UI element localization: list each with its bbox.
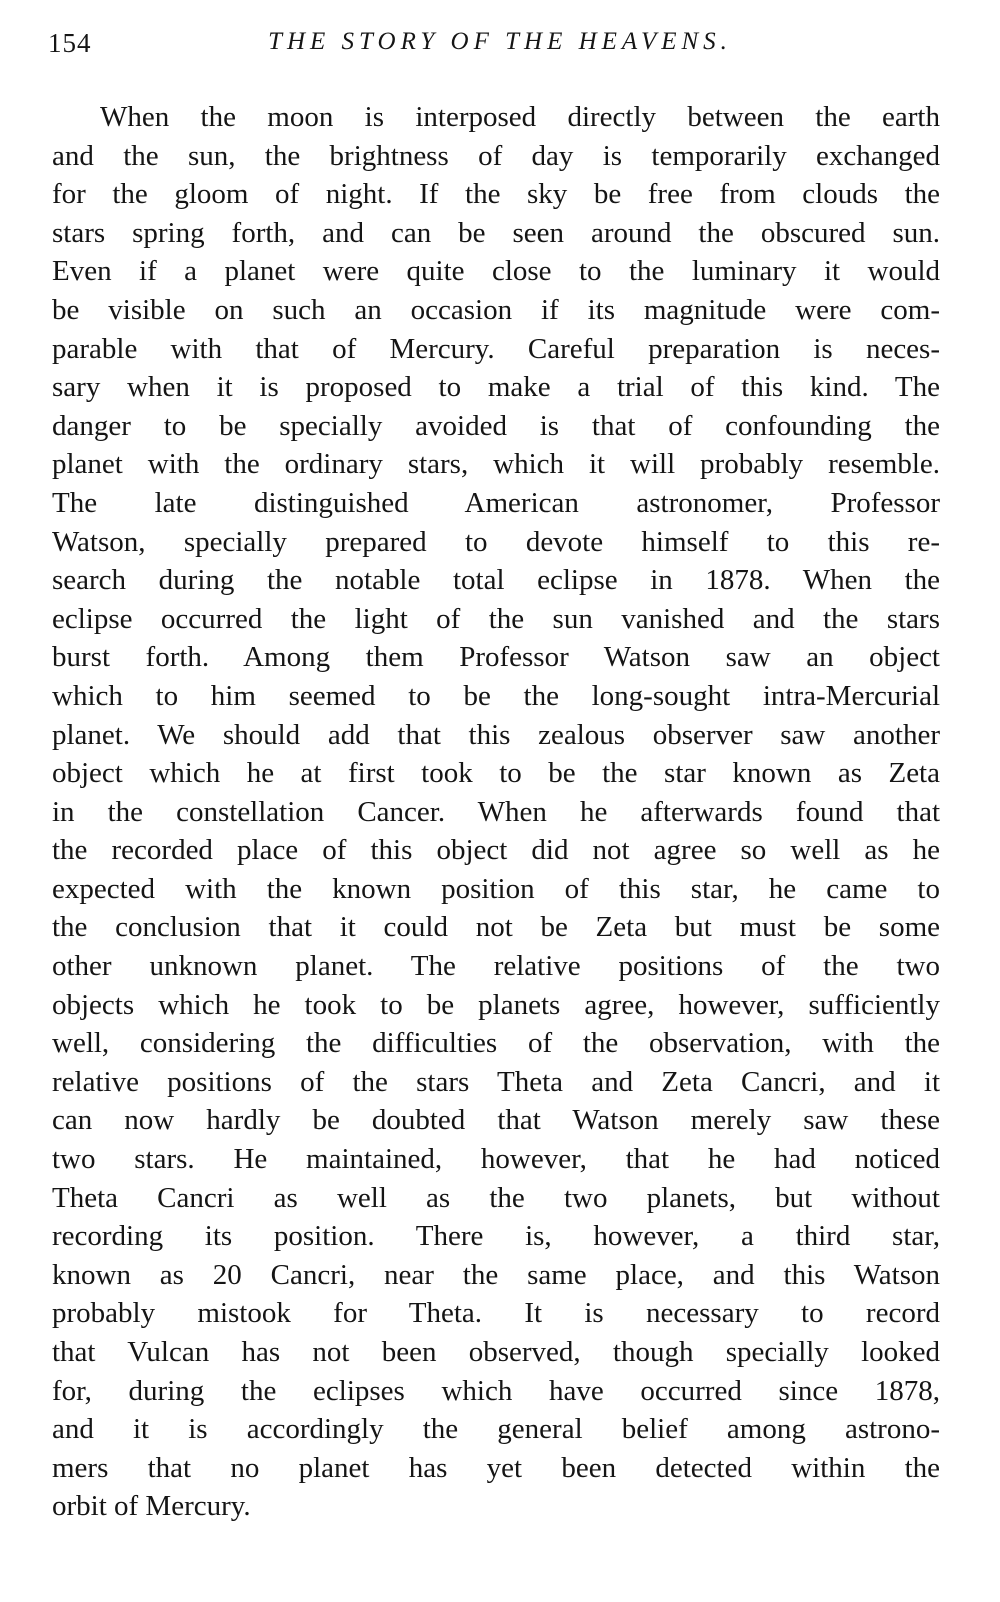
text-line: planet. We should add that this zealous observer saw another	[52, 718, 940, 751]
page-number: 154	[48, 28, 92, 58]
text-line: probably mistook for Theta. It is necessary to record	[52, 1297, 940, 1330]
body-paragraph	[52, 98, 940, 1526]
text-line: mers that no planet has yet been detected within the	[52, 1451, 940, 1484]
text-line: parable with that of Mercury. Careful preparation is neces-	[52, 332, 940, 365]
text-line: and it is accordingly the general belief among astrono-	[52, 1413, 940, 1446]
text-line: Theta Cancri as well as the two planets, but without	[52, 1181, 940, 1214]
text-line: recording its position. There is, however, a third star,	[52, 1220, 940, 1253]
text-line: the conclusion that it could not be Zeta but must be some	[52, 911, 940, 944]
text-line: stars spring forth, and can be seen around the obscured sun.	[52, 216, 940, 249]
text-line: can now hardly be doubted that Watson merely saw these	[52, 1104, 940, 1137]
text-line: When the moon is interposed directly between the earth	[100, 101, 940, 133]
text-line: be visible on such an occasion if its magnitude were com-	[52, 293, 940, 326]
text-line: other unknown planet. The relative positions of the two	[52, 950, 940, 983]
text-line: relative positions of the stars Theta and Zeta Cancri, and it	[52, 1065, 940, 1098]
text-line: search during the notable total eclipse in 1878. When the	[52, 564, 940, 597]
text-line: The late distinguished American astronomer, Professor	[52, 486, 940, 519]
text-line: sary when it is proposed to make a trial of this kind. The	[52, 371, 940, 404]
text-line: two stars. He maintained, however, that he had noticed	[52, 1143, 940, 1176]
text-line: and the sun, the brightness of day is temporarily exchanged	[52, 139, 940, 172]
text-line: planet with the ordinary stars, which it will probably resemble.	[52, 448, 940, 481]
text-line: objects which he took to be planets agree, however, sufficiently	[52, 988, 940, 1021]
text-line: Even if a planet were quite close to the luminary it would	[52, 255, 940, 288]
text-line: for the gloom of night. If the sky be free from clouds the	[52, 178, 940, 211]
running-title: THE STORY OF THE HEAVENS.	[268, 28, 732, 55]
text-line: known as 20 Cancri, near the same place, and this Watson	[52, 1258, 940, 1291]
text-line: well, considering the difficulties of the observation, with the	[52, 1027, 940, 1060]
text-line: in the constellation Cancer. When he afterwards found that	[52, 795, 940, 828]
text-line: the recorded place of this object did not agree so well as he	[52, 834, 940, 867]
text-line: Watson, specially prepared to devote himself to this re-	[52, 525, 940, 558]
running-head	[48, 28, 952, 68]
text-line: eclipse occurred the light of the sun vanished and the stars	[52, 602, 940, 635]
text-line: danger to be specially avoided is that of confounding the	[52, 409, 940, 442]
text-line: object which he at first took to be the star known as Zeta	[52, 757, 940, 790]
text-line: burst forth. Among them Professor Watson saw an object	[52, 641, 940, 674]
text-line: that Vulcan has not been observed, though specially looked	[52, 1336, 940, 1368]
text-line: which to him seemed to be the long-sought intra-Mercurial	[52, 679, 940, 712]
text-line: for, during the eclipses which have occurred since 1878,	[52, 1374, 940, 1407]
text-line: orbit of Mercury.	[52, 1490, 251, 1523]
text-line: expected with the known position of this star, he came to	[52, 872, 940, 905]
